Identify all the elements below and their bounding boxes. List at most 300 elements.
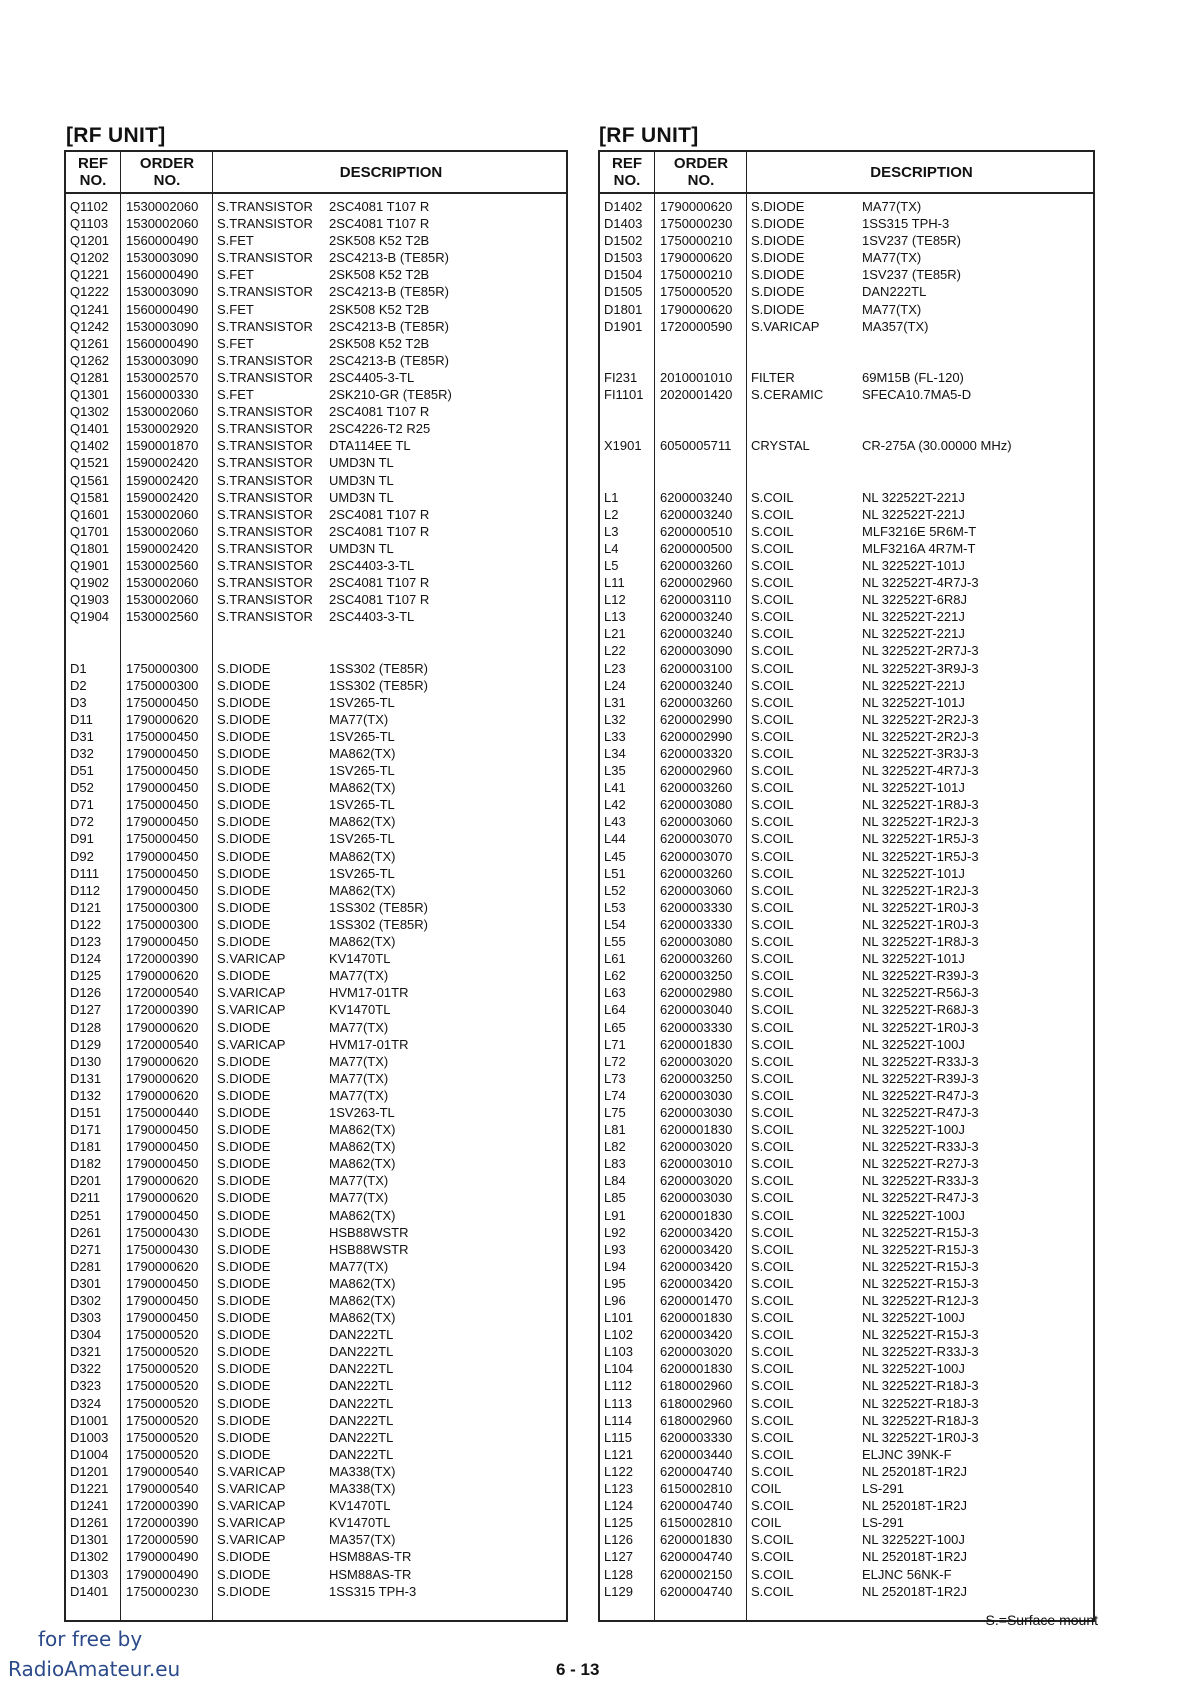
order-no: 1530002060 (126, 506, 199, 522)
order-no: 6200003260 (660, 951, 733, 967)
table-row (66, 660, 566, 677)
table-row (600, 1053, 1093, 1070)
order-no: 1530003090 (126, 250, 199, 266)
ref-no: D3 (70, 694, 87, 710)
ref-no: L126 (604, 1532, 633, 1548)
part-description: 2SC4081 T107 R (329, 404, 430, 420)
part-description: DAN222TL (329, 1361, 394, 1377)
part-type: S.COIL (751, 831, 794, 847)
order-no: 6200003320 (660, 746, 733, 761)
table-row (600, 523, 1093, 540)
part-type: S.DIODE (751, 250, 805, 266)
ref-no: D1403 (604, 216, 643, 232)
part-type: S.COIL (751, 1002, 794, 1018)
part-type: S.DIODE (217, 1293, 271, 1308)
ref-no: Q1302 (70, 404, 110, 420)
ref-no: L122 (604, 1463, 633, 1479)
order-no: 1530002060 (126, 216, 199, 232)
order-no: 1750000520 (126, 1429, 199, 1445)
part-description: MA77(TX) (329, 1070, 389, 1086)
ref-no: Q1581 (70, 489, 110, 505)
ref-no: L2 (604, 506, 619, 522)
left-unit-title: [RF UNIT] (66, 124, 166, 147)
ref-no: L124 (604, 1498, 633, 1514)
ref-no: D127 (70, 1002, 102, 1018)
ref-no: L121 (604, 1446, 633, 1462)
ref-no: D131 (70, 1070, 102, 1086)
table-row (66, 1548, 566, 1565)
order-no: 1720000590 (126, 1532, 199, 1548)
table-row (66, 984, 566, 1001)
part-type: S.DIODE (751, 216, 805, 232)
part-description: SFECA10.7MA5-D (862, 387, 972, 403)
part-type: S.COIL (751, 985, 794, 1001)
table-row (66, 848, 566, 865)
part-description: 1SV265-TL (329, 763, 395, 779)
ref-no: Q1241 (70, 301, 110, 317)
ref-no: Q1402 (70, 438, 110, 454)
order-no: 1790000450 (126, 814, 199, 830)
part-type: S.COIL (751, 951, 794, 967)
table-row (600, 1429, 1093, 1446)
part-type: S.DIODE (217, 746, 271, 761)
order-no: 1750000300 (126, 899, 199, 915)
order-no: 1560000490 (126, 335, 199, 351)
ref-no: L71 (604, 1036, 626, 1052)
table-row (600, 198, 1093, 215)
table-row (600, 745, 1093, 762)
table-row (66, 283, 566, 300)
table-row (66, 1258, 566, 1275)
part-description: NL 322522T-1R0J-3 (862, 916, 979, 932)
part-description: LS-291 (862, 1515, 904, 1531)
ref-no: Q1102 (70, 199, 109, 214)
ref-no: L75 (604, 1104, 626, 1120)
ref-no: D171 (70, 1122, 102, 1138)
part-description: 2SC4403-3-TL (329, 609, 415, 625)
ref-no: D32 (70, 746, 94, 761)
left-header-order-text: ORDER NO. (139, 155, 195, 189)
order-no: 1790000450 (126, 1275, 199, 1291)
order-no: 1790000540 (126, 1463, 199, 1479)
ref-no: D2 (70, 677, 87, 693)
table-row (66, 1429, 566, 1446)
table-row (66, 1514, 566, 1531)
ref-no: D281 (70, 1258, 102, 1274)
part-description: MA357(TX) (862, 318, 929, 334)
ref-no: D111 (70, 865, 100, 881)
table-row (66, 1275, 566, 1292)
part-description: MA862(TX) (329, 934, 396, 950)
order-no: 1530002060 (126, 575, 199, 591)
part-description: HSB88WSTR (329, 1224, 409, 1240)
part-description: NL 322522T-R47J-3 (862, 1104, 979, 1120)
ref-no: Q1301 (70, 387, 110, 403)
table-row (66, 215, 566, 232)
order-no: 1790000620 (126, 1087, 199, 1103)
part-description: NL 322522T-101J (862, 694, 965, 710)
ref-no: D132 (70, 1087, 102, 1103)
part-description: MA862(TX) (329, 1310, 396, 1326)
ref-no: L35 (604, 763, 626, 779)
part-type: S.DIODE (217, 848, 271, 864)
part-type: S.COIL (751, 780, 794, 796)
surface-mount-footnote: S.=Surface mount (985, 1612, 1098, 1628)
order-no: 1720000590 (660, 318, 733, 334)
part-type: S.DIODE (217, 1053, 271, 1069)
right-header-order-text: ORDER NO. (673, 155, 729, 189)
ref-no: D271 (70, 1241, 102, 1257)
order-no: 1590002420 (126, 489, 199, 505)
order-no: 1750000520 (126, 1378, 199, 1394)
ref-no: D211 (70, 1190, 101, 1206)
part-description: NL 322522T-R15J-3 (862, 1327, 979, 1343)
ref-no: L64 (604, 1002, 626, 1018)
table-row (66, 608, 566, 625)
order-no: 6200001830 (660, 1361, 733, 1377)
order-no: 6200003020 (660, 1053, 733, 1069)
ref-no: D324 (70, 1395, 102, 1411)
ref-no: D301 (70, 1275, 102, 1291)
part-description: MA77(TX) (329, 968, 389, 984)
order-no: 1530002060 (126, 199, 199, 214)
table-row (600, 574, 1093, 591)
part-description: NL 322522T-R39J-3 (862, 968, 979, 984)
part-type: S.DIODE (217, 780, 271, 796)
table-row (66, 1224, 566, 1241)
ref-no: L12 (604, 592, 626, 608)
part-type: S.COIL (751, 934, 794, 950)
table-row (600, 215, 1093, 232)
watermark-line1: for free by (38, 1627, 143, 1651)
part-description: 1SS315 TPH-3 (329, 1583, 417, 1599)
table-row (600, 1514, 1093, 1531)
order-no: 6200003240 (660, 626, 733, 642)
part-description: 2SK210-GR (TE85R) (329, 387, 452, 403)
table-row (66, 335, 566, 352)
part-description: NL 252018T-1R2J (862, 1549, 968, 1565)
part-description: NL 322522T-1R8J-3 (862, 934, 979, 950)
table-row (66, 950, 566, 967)
part-type: S.DIODE (217, 1139, 271, 1155)
table-row (66, 1172, 566, 1189)
part-type: S.COIL (751, 1019, 794, 1035)
order-no: 1790000620 (126, 711, 199, 727)
table-row (66, 1377, 566, 1394)
ref-no: D1004 (70, 1446, 109, 1462)
part-description: NL 322522T-2R2J-3 (862, 711, 979, 727)
table-row (600, 1395, 1093, 1412)
part-type: S.TRANSISTOR (217, 540, 313, 556)
part-description: NL 322522T-101J (862, 951, 965, 967)
table-row (66, 1326, 566, 1343)
part-description: NL 322522T-221J (862, 609, 965, 625)
order-no: 1790000620 (126, 1070, 199, 1086)
table-row (66, 1463, 566, 1480)
order-no: 6150002810 (660, 1515, 733, 1531)
part-description: KV1470TL (329, 951, 391, 967)
part-type: S.DIODE (217, 1378, 271, 1394)
table-row (600, 1258, 1093, 1275)
table-row (66, 318, 566, 335)
part-type: S.DIODE (217, 763, 271, 779)
part-type: S.COIL (751, 1532, 794, 1548)
ref-no: D1301 (70, 1532, 109, 1548)
order-no: 1560000490 (126, 233, 199, 249)
part-description: NL 322522T-100J (862, 1361, 965, 1377)
part-type: S.TRANSISTOR (217, 284, 313, 300)
part-type: COIL (751, 1481, 782, 1497)
table-row (600, 540, 1093, 557)
order-no: 1560000330 (126, 387, 199, 403)
ref-no: L84 (604, 1173, 626, 1189)
table-row (600, 1497, 1093, 1514)
part-description: MA77(TX) (329, 1173, 389, 1189)
part-description: NL 322522T-1R0J-3 (862, 899, 979, 915)
table-row (600, 557, 1093, 574)
part-type: S.COIL (751, 1156, 794, 1172)
table-row (600, 1070, 1093, 1087)
part-type: S.VARICAP (217, 951, 286, 967)
order-no: 6200002990 (660, 728, 733, 744)
part-type: S.COIL (751, 506, 794, 522)
ref-no: D322 (70, 1361, 102, 1377)
table-row (66, 1053, 566, 1070)
part-type: S.COIL (751, 1361, 794, 1377)
part-type: S.COIL (751, 489, 794, 505)
part-type: S.TRANSISTOR (217, 592, 313, 608)
order-no: 1750000450 (126, 831, 199, 847)
part-type: S.FET (217, 233, 254, 249)
part-description: DAN222TL (329, 1395, 394, 1411)
part-type: S.COIL (751, 575, 794, 591)
ref-no: D1241 (70, 1498, 109, 1514)
ref-no: D323 (70, 1378, 102, 1394)
part-description: MA862(TX) (329, 1207, 396, 1223)
ref-no: D125 (70, 968, 102, 984)
ref-no: Q1902 (70, 575, 110, 591)
part-type: S.COIL (751, 1190, 794, 1206)
table-row (600, 369, 1093, 386)
table-row (600, 403, 1093, 420)
table-row (66, 301, 566, 318)
order-no: 1790000620 (126, 1019, 199, 1035)
order-no: 1750000450 (126, 865, 199, 881)
part-description: HSM88AS-TR (329, 1549, 412, 1565)
order-no: 6200003330 (660, 1019, 733, 1035)
part-type: S.DIODE (217, 1429, 271, 1445)
part-description: MA862(TX) (329, 780, 396, 796)
part-type: S.VARICAP (217, 1532, 286, 1548)
table-row (66, 694, 566, 711)
order-no: 1750000450 (126, 797, 199, 813)
part-type: S.COIL (751, 694, 794, 710)
ref-no: L3 (604, 523, 619, 539)
part-description: MLF3216E 5R6M-T (862, 523, 977, 539)
ref-no: FI1101 (604, 387, 644, 403)
ref-no: D91 (70, 831, 94, 847)
part-type: S.DIODE (217, 899, 271, 915)
order-no: 6200003420 (660, 1327, 733, 1343)
order-no: 6200001830 (660, 1532, 733, 1548)
table-row (600, 1001, 1093, 1018)
part-description: MA77(TX) (329, 1190, 389, 1206)
table-row (66, 1292, 566, 1309)
part-description: 2SC4081 T107 R (329, 506, 430, 522)
part-description: MA862(TX) (329, 848, 396, 864)
part-description: NL 322522T-R68J-3 (862, 1002, 979, 1018)
part-type: S.TRANSISTOR (217, 472, 313, 488)
ref-no: L65 (604, 1019, 626, 1035)
part-description: KV1470TL (329, 1515, 391, 1531)
table-row (66, 1241, 566, 1258)
order-no: 1790000450 (126, 1139, 199, 1155)
order-no: 1530002060 (126, 404, 199, 420)
ref-no: Q1201 (70, 233, 110, 249)
order-no: 1750000430 (126, 1241, 199, 1257)
part-type: S.COIL (751, 1583, 794, 1599)
part-description: DTA114EE TL (329, 438, 411, 454)
part-type: S.COIL (751, 1429, 794, 1445)
part-type: S.DIODE (217, 1395, 271, 1411)
order-no: 1790000620 (126, 968, 199, 984)
part-description: NL 322522T-1R2J-3 (862, 814, 979, 830)
part-description: 2SC4081 T107 R (329, 199, 430, 214)
part-type: S.DIODE (217, 1446, 271, 1462)
order-no: 6200004740 (660, 1549, 733, 1565)
part-description: KV1470TL (329, 1002, 391, 1018)
part-description: 2SC4213-B (TE85R) (329, 318, 449, 334)
ref-no: D130 (70, 1053, 102, 1069)
ref-no: D261 (70, 1224, 102, 1240)
part-type: S.DIODE (217, 1173, 271, 1189)
table-row (600, 728, 1093, 745)
part-type: S.COIL (751, 643, 794, 659)
part-description: DAN222TL (329, 1378, 394, 1394)
ref-no: L85 (604, 1190, 626, 1206)
table-row (600, 1446, 1093, 1463)
part-description: NL 322522T-100J (862, 1532, 965, 1548)
table-row (66, 198, 566, 215)
part-type: S.TRANSISTOR (217, 438, 313, 454)
ref-no: L61 (604, 951, 626, 967)
part-type: S.DIODE (217, 694, 271, 710)
part-description: 2SC4081 T107 R (329, 216, 430, 232)
ref-no: L45 (604, 848, 626, 864)
part-description: 1SS315 TPH-3 (862, 216, 950, 232)
table-row (600, 916, 1093, 933)
part-description: MA862(TX) (329, 1275, 396, 1291)
ref-no: D126 (70, 985, 102, 1001)
order-no: 6200003070 (660, 831, 733, 847)
order-no: 1790000450 (126, 1293, 199, 1308)
ref-no: D201 (70, 1173, 102, 1189)
table-row (66, 403, 566, 420)
table-row (600, 1292, 1093, 1309)
table-row (600, 711, 1093, 728)
part-description: DAN222TL (862, 284, 927, 300)
order-no: 6200003260 (660, 865, 733, 881)
table-row (66, 830, 566, 847)
table-row (66, 1360, 566, 1377)
part-type: S.FET (217, 267, 254, 283)
order-no: 6200003030 (660, 1190, 733, 1206)
part-description: 2SK508 K52 T2B (329, 267, 430, 283)
order-no: 1750000210 (660, 233, 733, 249)
order-no: 6200002960 (660, 763, 733, 779)
order-no: 1590002420 (126, 455, 199, 471)
order-no: 6200003060 (660, 814, 733, 830)
right-header-ref (600, 152, 654, 192)
table-row (600, 1309, 1093, 1326)
order-no: 6200003080 (660, 797, 733, 813)
part-type: S.COIL (751, 746, 794, 761)
ref-no: Q1903 (70, 592, 110, 608)
part-description: MA77(TX) (329, 1053, 389, 1069)
ref-no: X1901 (604, 438, 642, 454)
order-no: 6200003440 (660, 1446, 733, 1462)
table-row (600, 1104, 1093, 1121)
table-row (66, 1104, 566, 1121)
order-no: 1750000520 (126, 1446, 199, 1462)
ref-no: D1801 (604, 301, 643, 317)
ref-no: D1221 (70, 1481, 109, 1497)
ref-no: Q1281 (70, 369, 110, 385)
part-description: NL 322522T-R33J-3 (862, 1344, 979, 1360)
part-description: DAN222TL (329, 1327, 394, 1343)
part-type: S.DIODE (217, 1258, 271, 1274)
part-type: S.COIL (751, 1070, 794, 1086)
table-row (600, 1036, 1093, 1053)
part-type: S.VARICAP (217, 1463, 286, 1479)
part-type: S.DIODE (217, 1156, 271, 1172)
order-no: 6200001830 (660, 1036, 733, 1052)
part-description: NL 322522T-R12J-3 (862, 1293, 979, 1308)
order-no: 1750000520 (126, 1395, 199, 1411)
part-description: NL 322522T-1R8J-3 (862, 797, 979, 813)
table-row (66, 1189, 566, 1206)
table-row (600, 830, 1093, 847)
table-row (600, 796, 1093, 813)
order-no: 1530003090 (126, 352, 199, 368)
order-no: 6200003040 (660, 1002, 733, 1018)
order-no: 6200002980 (660, 985, 733, 1001)
table-row (600, 386, 1093, 403)
ref-no: L33 (604, 728, 626, 744)
part-description: 2SC4213-B (TE85R) (329, 284, 449, 300)
part-description: 1SV265-TL (329, 797, 395, 813)
part-type: S.DIODE (751, 267, 805, 283)
table-row (600, 591, 1093, 608)
ref-no: L62 (604, 968, 626, 984)
table-row (66, 745, 566, 762)
order-no: 6200003090 (660, 643, 733, 659)
ref-no: D182 (70, 1156, 102, 1172)
ref-no: L43 (604, 814, 626, 830)
table-row (66, 266, 566, 283)
left-parts-table (64, 150, 568, 1622)
part-type: S.VARICAP (217, 1036, 286, 1052)
part-type: S.DIODE (217, 1275, 271, 1291)
part-description: NL 322522T-101J (862, 557, 965, 573)
part-type: S.DIODE (217, 797, 271, 813)
ref-no: Q1801 (70, 540, 110, 556)
order-no: 6200001470 (660, 1293, 733, 1308)
part-type: S.COIL (751, 1549, 794, 1565)
part-type: S.COIL (751, 660, 794, 676)
part-type: S.DIODE (217, 1070, 271, 1086)
part-description: MA77(TX) (862, 250, 922, 266)
